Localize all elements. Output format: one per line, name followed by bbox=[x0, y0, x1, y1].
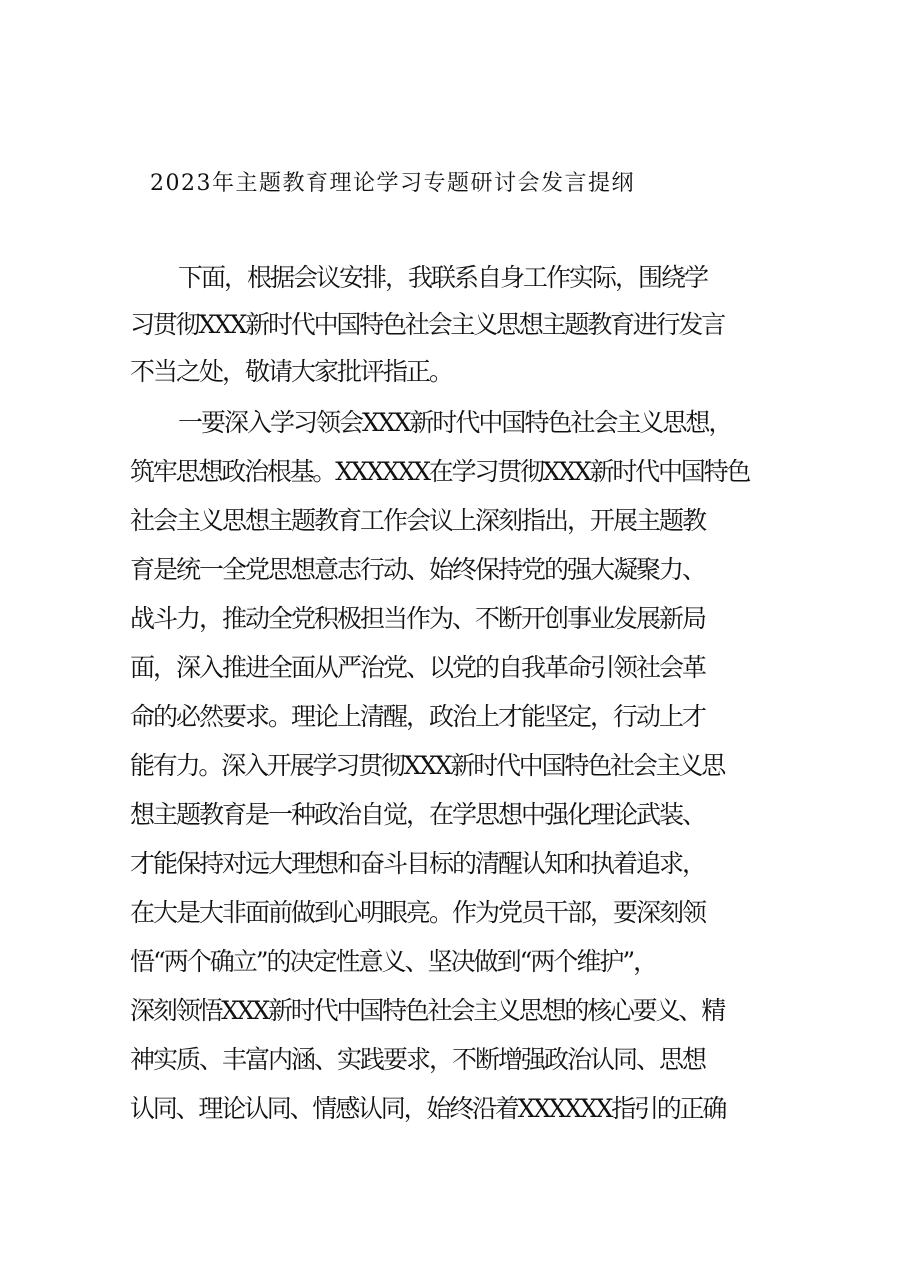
body-line: 筑牢思想政治根基。XXXXXX在学习贯彻XXX新时代中国特色 bbox=[130, 457, 750, 486]
body-line: 能有力。深入开展学习贯彻XXX新时代中国特色社会主义思 bbox=[130, 751, 724, 780]
body-line: 认同、理论认同、情感认同，始终沿着XXXXXX指引的正确 bbox=[130, 1094, 726, 1123]
body-line: 想主题教育是一种政治自觉，在学思想中强化理论武装、 bbox=[130, 800, 706, 829]
body-line: 才能保持对远大理想和奋斗目标的清醒认知和执着追求， bbox=[130, 849, 706, 878]
body-line: 悟“两个确立”的决定性意义、坚决做到“两个维护”， bbox=[130, 947, 657, 976]
body-line: 习贯彻XXX新时代中国特色社会主义思想主题教育进行发言 bbox=[130, 310, 724, 339]
body-line: 在大是大非面前做到心明眼亮。作为党员干部，要深刻领 bbox=[130, 898, 706, 927]
body-line: 不当之处，敬请大家批评指正。 bbox=[130, 357, 453, 386]
body-line: 战斗力，推动全党积极担当作为、不断开创事业发展新局 bbox=[130, 604, 706, 633]
body-line: 育是统一全党思想意志行动、始终保持党的强大凝聚力、 bbox=[130, 555, 706, 584]
body-line: 面，深入推进全面从严治党、以党的自我革命引领社会革 bbox=[130, 653, 706, 682]
body-line: 社会主义思想主题教育工作会议上深刻指出，开展主题教 bbox=[130, 506, 706, 535]
body-line: 神实质、丰富内涵、实践要求，不断增强政治认同、思想 bbox=[130, 1045, 706, 1074]
body-line: 深刻领悟XXX新时代中国特色社会主义思想的核心要义、精 bbox=[130, 996, 724, 1025]
body-line: 一要深入学习领会XXX新时代中国特色社会主义思想， bbox=[178, 408, 732, 437]
body-line: 下面，根据会议安排，我联系自身工作实际，围绕学 bbox=[178, 263, 708, 292]
body-line: 命的必然要求。理论上清醒，政治上才能坚定，行动上才 bbox=[130, 702, 706, 731]
document-title: 2023年主题教育理论学习专题研讨会发言提纲 bbox=[150, 171, 635, 196]
